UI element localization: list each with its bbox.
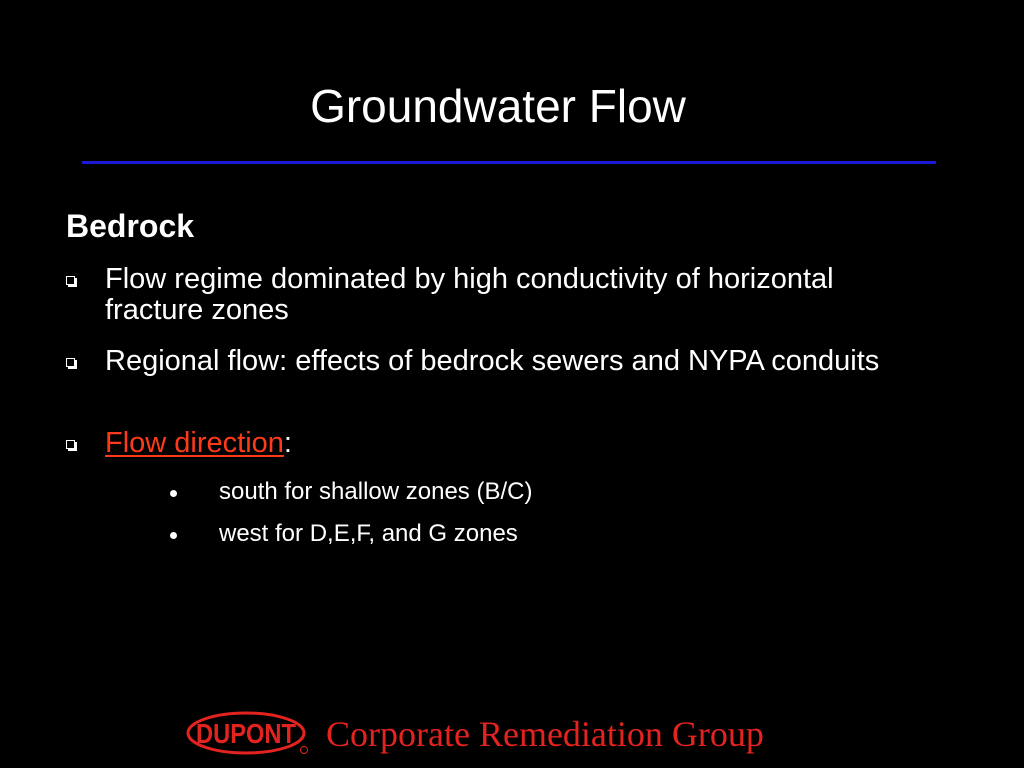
square-bullet-icon (66, 358, 75, 367)
bullet-item (66, 428, 946, 462)
bullet-item (66, 264, 946, 328)
footer (186, 708, 826, 758)
bullet-text (105, 428, 925, 459)
sub-bullet-text: south for shallow zones (B/C) (219, 478, 533, 505)
round-bullet-icon (170, 532, 177, 539)
sub-bullet-text: west for D,E,F, and G zones (219, 520, 518, 547)
title-underline-rule (82, 161, 936, 164)
bullet-text: Regional flow: effects of bedrock sewers and NYPA conduits (105, 345, 880, 377)
slide-title: Groundwater Flow (310, 80, 686, 132)
bullet-text: Flow regime dominated by high conductivity of horizontal fracture zones (105, 263, 834, 326)
dupont-logo-icon (186, 710, 310, 756)
square-bullet-icon (66, 440, 75, 449)
section-heading: Bedrock (66, 208, 195, 244)
square-bullet-icon (66, 276, 75, 285)
bullet-item (66, 346, 946, 410)
round-bullet-icon (170, 490, 177, 497)
organization-name: Corporate Remediation Group (326, 714, 764, 754)
bullet-suffix: : (283, 427, 292, 459)
flow-direction-link[interactable]: Flow direction (105, 427, 284, 459)
logo-text: DUPONT (196, 718, 296, 749)
